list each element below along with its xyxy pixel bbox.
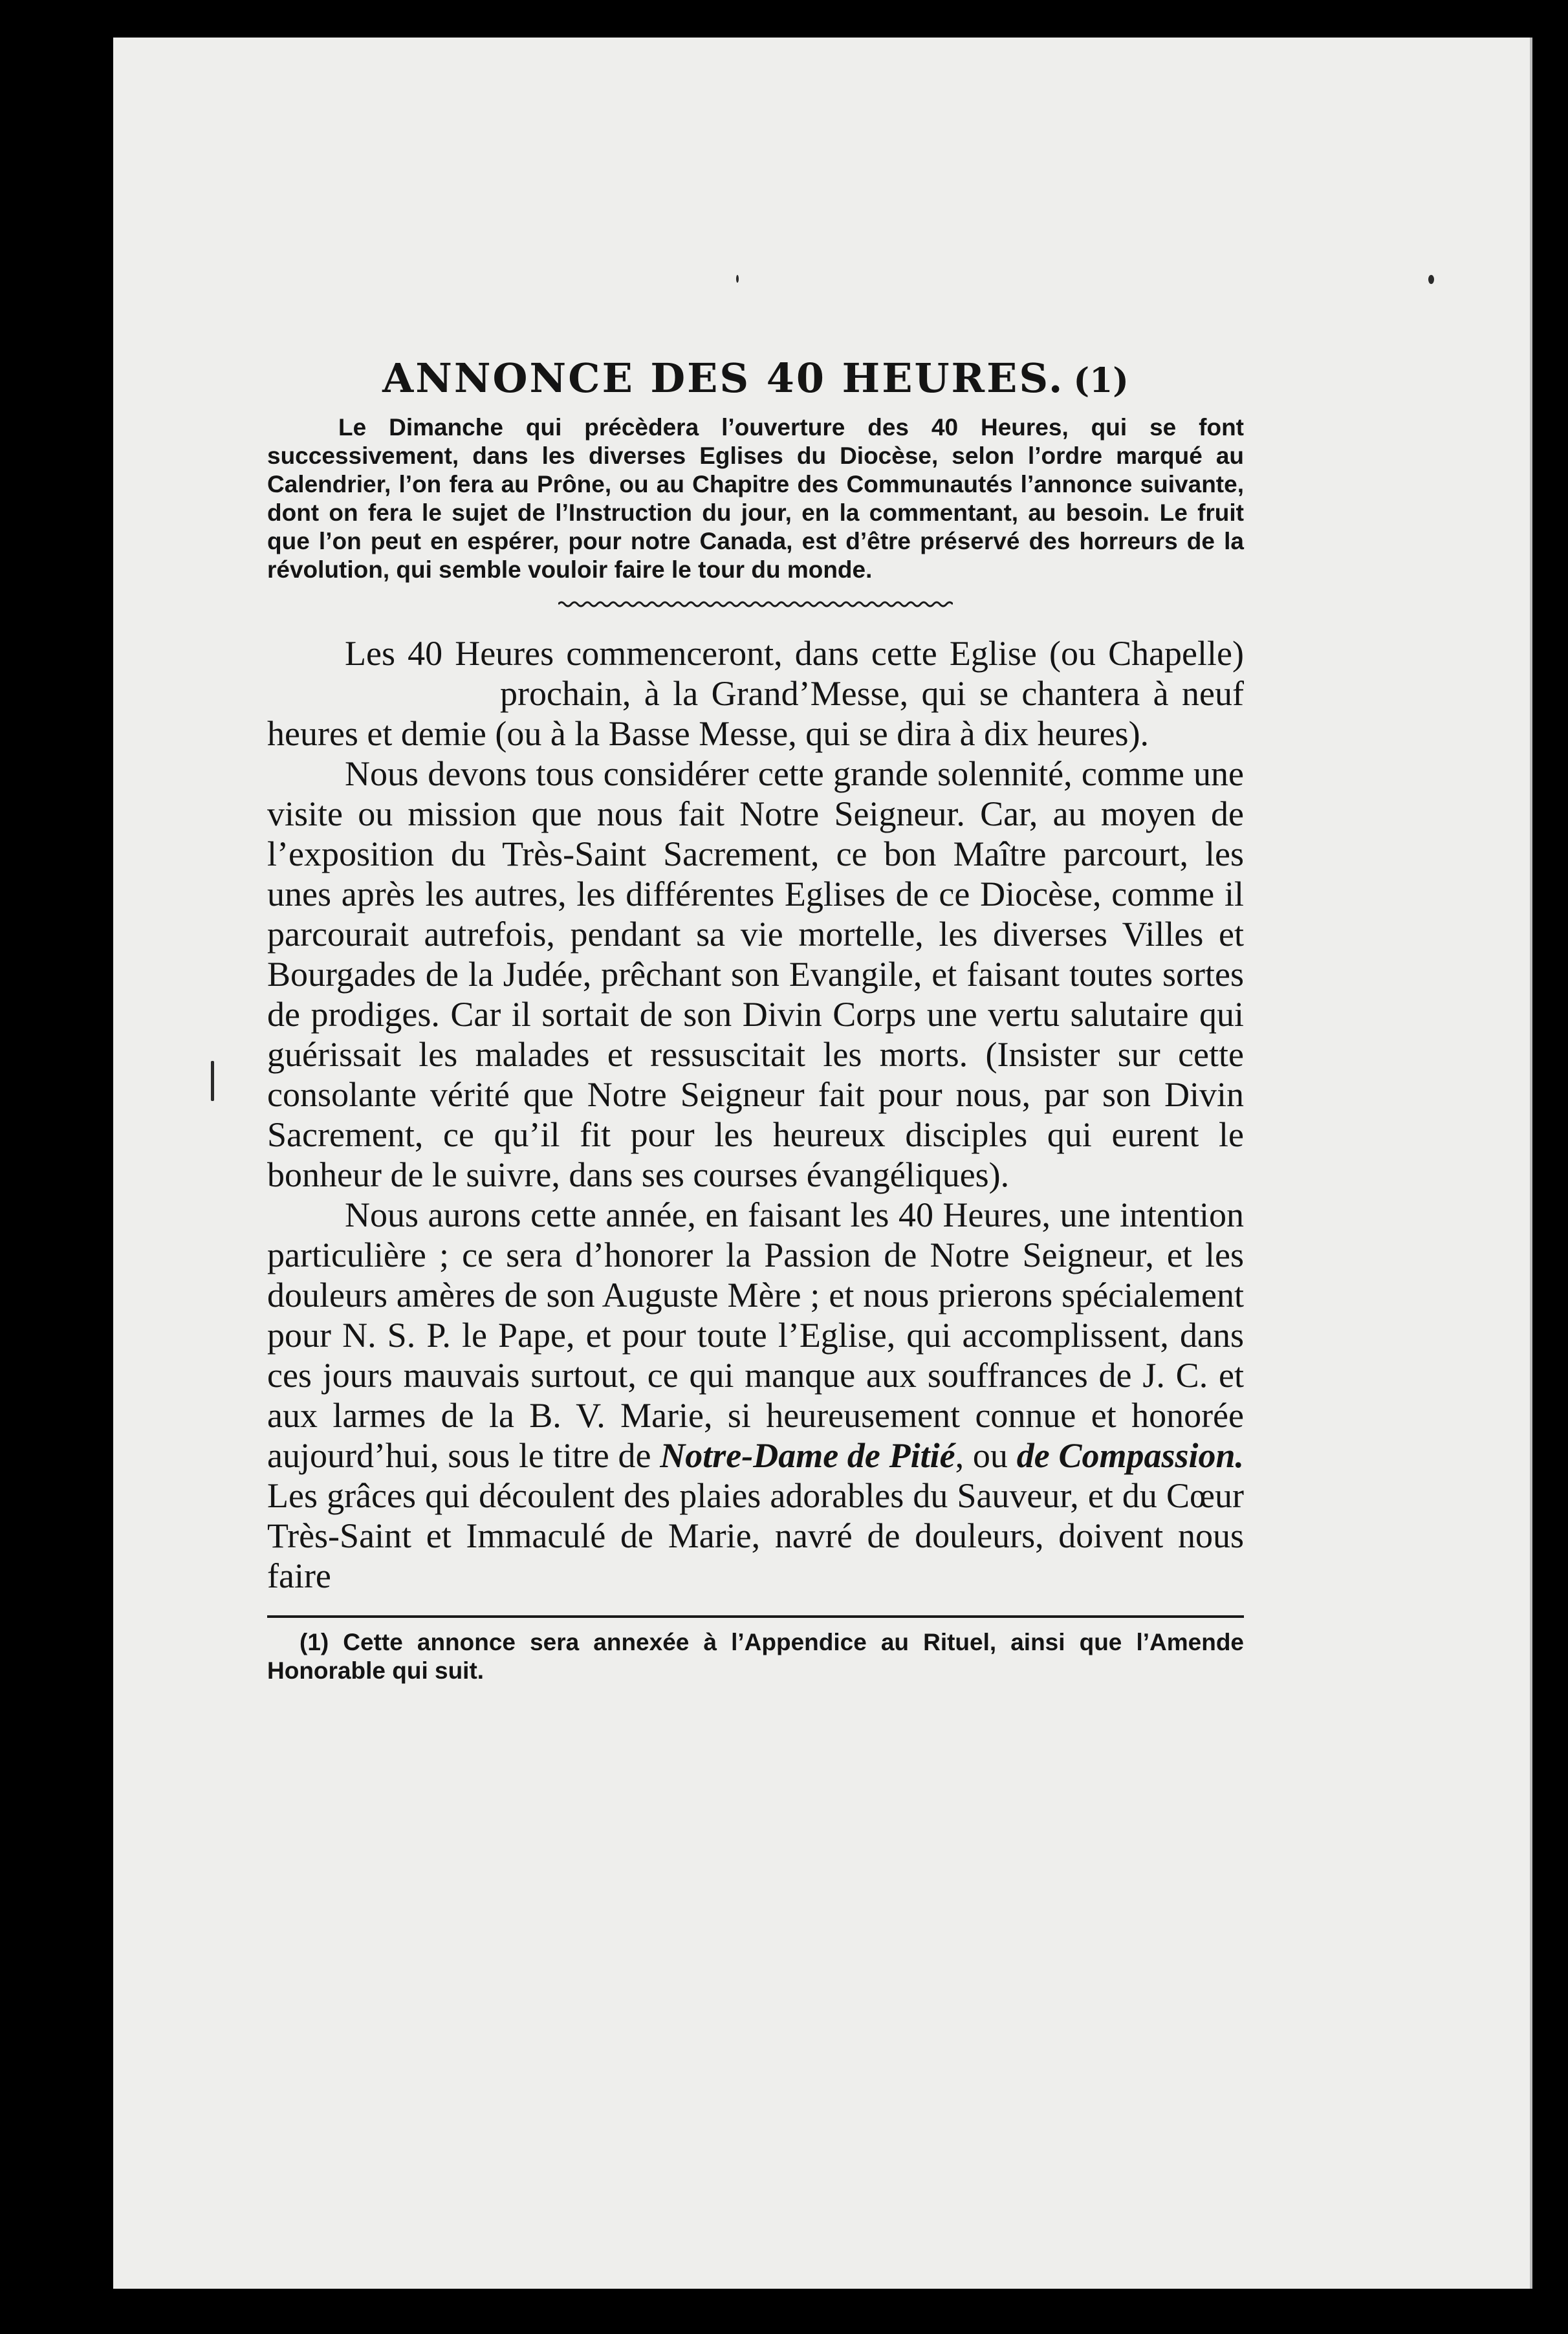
- emphasis-compassion: de Compassion.: [1016, 1436, 1245, 1475]
- title-text: ANNONCE DES 40 HEURES.: [382, 354, 1065, 402]
- title-footnote-mark: (1): [1073, 361, 1129, 400]
- paragraph-1: [267, 633, 1244, 754]
- footnote: (1) Cette annonce sera annexée à l’Appendice au Rituel, ainsi que l’Amende Honorable qui suit.: [267, 1629, 1244, 1684]
- ink-mark: [211, 1061, 214, 1101]
- wavy-divider: [558, 600, 953, 609]
- paragraph-3-start: Nous aurons cette année, en faisant les 40 Heures, une intention particulière ; ce sera d’honorer la Passion de Notre Seigneur, et les douleurs amères de son Auguste Mère ; et nous prierons spécialement pour N. S. P. le Pape, et pour toute l’Eglise, qui accomplissent, dans ces jours mauvais surtout, ce qui manque aux souffrances de J. C. et aux larmes de la B. V. Marie, si heureusement connue et honorée aujourd’hui, sous le titre de: [267, 1195, 1244, 1475]
- intro-paragraph: Le Dimanche qui précèdera l’ouverture des 40 Heures, qui se font successivement, dans les diverses Eglises du Diocèse, selon l’ordre marqué au Calendrier, l’on fera au Prône, ou au Chapitre des Communautés l’annonce suivante, dont on fera le sujet de l’Instruction du jour, en la commentant, au besoin. Le fruit que l’on peut en espérer, pour notre Canada, est d’être préservé des horreurs de la révolution, qui semble vouloir faire le tour du monde.: [267, 414, 1244, 583]
- paragraph-3: [267, 1195, 1244, 1596]
- paragraph-2: Nous devons tous considérer cette grande solennité, comme une visite ou mission que nous fait Notre Seigneur. Car, au moyen de l’exposition du Très-Saint Sacrement, ce bon Maître parcourt, les unes après les autres, les différentes Eglises de ce Diocèse, comme il parcourait autrefois, pendant sa vie mortelle, les diverses Villes et Bourgades de la Judée, prêchant son Evangile, et faisant toutes sortes de prodiges. Car il sortait de son Divin Corps une vertu salutaire qui guérissait les malades et ressuscitait les morts. (Insister sur cette consolante vérité que Notre Seigneur fait pour nous, par son Divin Sacrement, ce qu’il fit pour les heureux disciples qui eurent le bonheur de le suivre, dans ses courses évangéliques).: [267, 754, 1244, 1194]
- paragraph-1-start: Les 40 Heures commenceront, dans cette Eglise (ou Chapelle): [345, 634, 1244, 673]
- document-body: [267, 354, 1244, 1685]
- emphasis-notre-dame: Notre-Dame de Pitié: [660, 1436, 955, 1475]
- paragraph-1-end: prochain, à la Grand’Messe, qui se chantera à neuf heures et demie (ou à la Basse Messe, qui se dira à dix heures).: [267, 674, 1244, 753]
- ink-speck: [736, 275, 739, 283]
- footnote-divider: [267, 1615, 1244, 1618]
- ink-speck: [1428, 275, 1434, 284]
- page-title: [267, 354, 1244, 402]
- paragraph-3-end: Les grâces qui découlent des plaies adorables du Sauveur, et du Cœur Très-Saint et Immaculé de Marie, navré de douleurs, doivent nous faire: [267, 1476, 1244, 1595]
- paragraph-3-middle: , ou: [955, 1436, 1008, 1475]
